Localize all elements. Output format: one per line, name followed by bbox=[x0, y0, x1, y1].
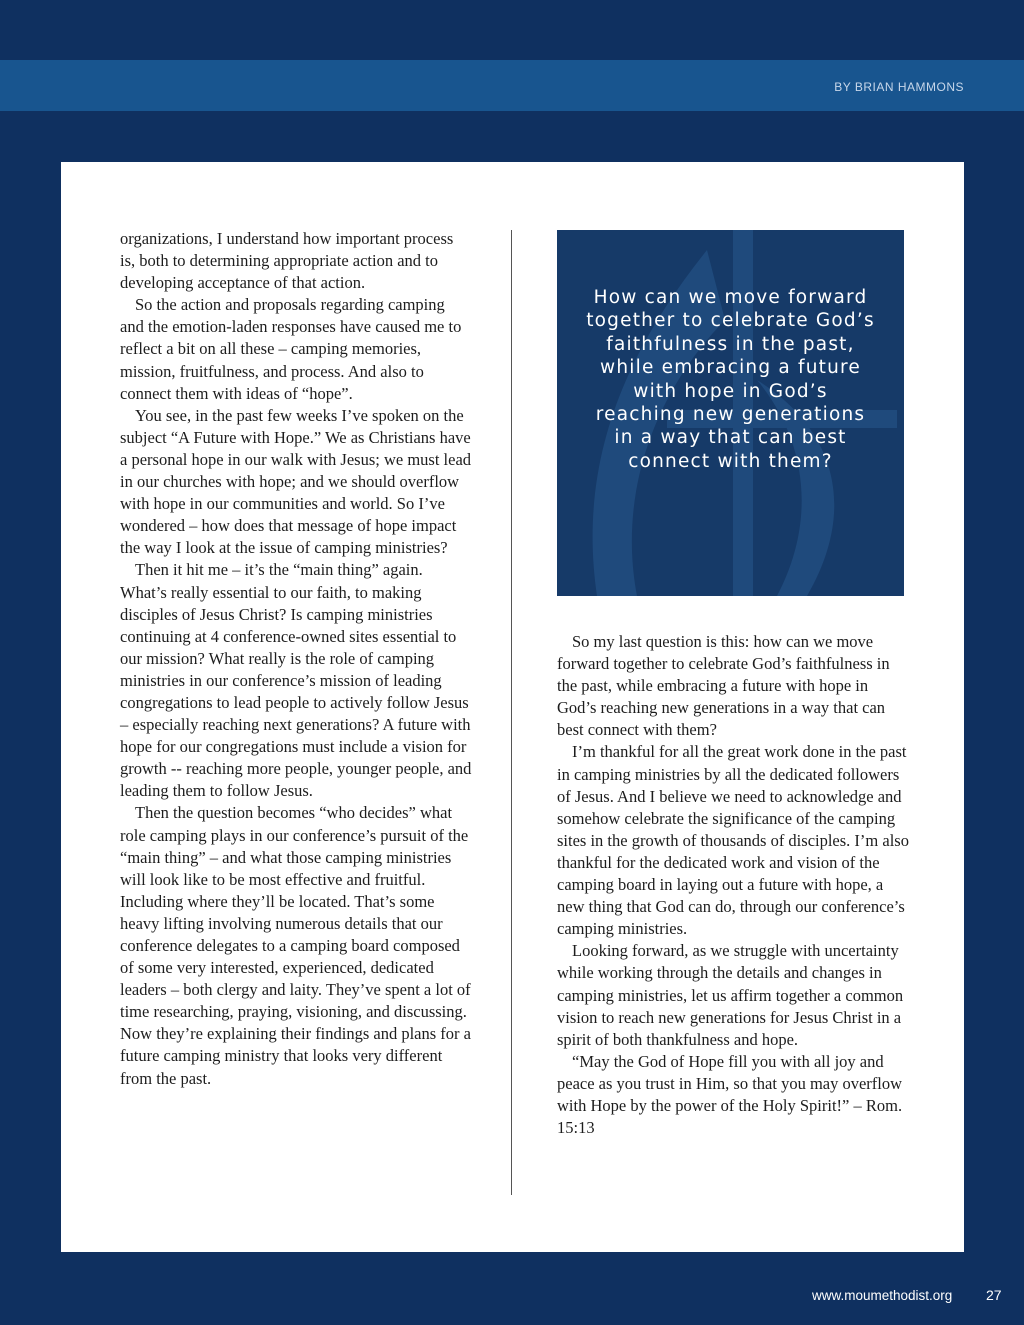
column-divider bbox=[511, 230, 512, 1195]
right-column bbox=[557, 631, 909, 1139]
paragraph: Then it hit me – it’s the “main thing” again. What’s really essential to our faith, to making disciples of Jesus Christ? Is camping ministries continuing at 4 conference-owned sites essential to our mission? What really is the role of camping ministries in our conference’s mission of leading congregations to lead people to actively follow Jesus – especially reaching next generations? A future with hope for our congregations must include a vision for growth -- reaching more people, younger people, and leading them to follow Jesus. bbox=[120, 560, 472, 801]
article-page bbox=[61, 162, 964, 1252]
paragraph: Then the question becomes “who decides” what role camping plays in our conference’s pursuit of the “main thing” – and what those camping ministries will look like to be most effective and fruitful. Including where they’ll be located. That’s some heavy lifting involving numerous details that our conference delegates to a camping board composed of some very interested, experienced, dedicated leaders – both clergy and laity. They’ve spent a lot of time researching, praying, visioning, and discussing. Now they’re explaining their findings and plans for a future camping ministry that looks very different from the past. bbox=[120, 803, 471, 1088]
left-column bbox=[120, 228, 472, 1090]
author-byline: BY BRIAN HAMMONS bbox=[834, 80, 964, 94]
paragraph: So my last question is this: how can we move forward together to celebrate God’s faithfulness in the past, while embracing a future with hope in God’s reaching new generations in a way that can best connect with them? bbox=[557, 632, 890, 740]
pull-quote-text: How can we move forward together to celebrate God’s faithfulness in the past, while embracing a future with hope in God’s reaching new generations in a way that can best connect with them? bbox=[586, 287, 875, 472]
paragraph: “May the God of Hope fill you with all joy and peace as you trust in Him, so that you may overflow with Hope by the power of the Holy Spirit!” – Rom. 15:13 bbox=[557, 1051, 903, 1138]
paragraph: organizations, I understand how important process is, both to determining appropriate action and to developing acceptance of that action. bbox=[120, 229, 454, 293]
paragraph: You see, in the past few weeks I’ve spoken on the subject “A Future with Hope.” We as Christians have a personal hope in our walk with Jesus; we must lead in our churches with hope; and we should overflow with hope in our communities and world. So I’ve wondered – how does that message of hope impact the way I look at the issue of camping ministries? bbox=[120, 405, 472, 558]
paragraph: So the action and proposals regarding camping and the emotion-laden responses have caused me to reflect a bit on all these – camping memories, mission, fruitfulness, and process. And also to connect them with ideas of “hope”. bbox=[120, 295, 462, 403]
footer-website-link[interactable]: www.moumethodist.org bbox=[812, 1288, 953, 1303]
page-number: 27 bbox=[986, 1287, 1002, 1303]
pull-quote-box bbox=[557, 230, 904, 596]
paragraph: I’m thankful for all the great work done in the past in camping ministries by all the dedicated followers of Jesus. And I believe we need to acknowledge and somehow celebrate the significance of the camping sites in the growth of thousands of disciples. I’m also thankful for the dedicated work and vision of the camping board in laying out a future with hope, a new thing that God can do, through our conference’s camping ministries. bbox=[557, 742, 909, 939]
paragraph: Looking forward, as we struggle with uncertainty while working through the details and changes in camping ministries, let us affirm together a common vision to reach new generations for Jesus Christ in a spirit of both thankfulness and hope. bbox=[557, 941, 904, 1049]
